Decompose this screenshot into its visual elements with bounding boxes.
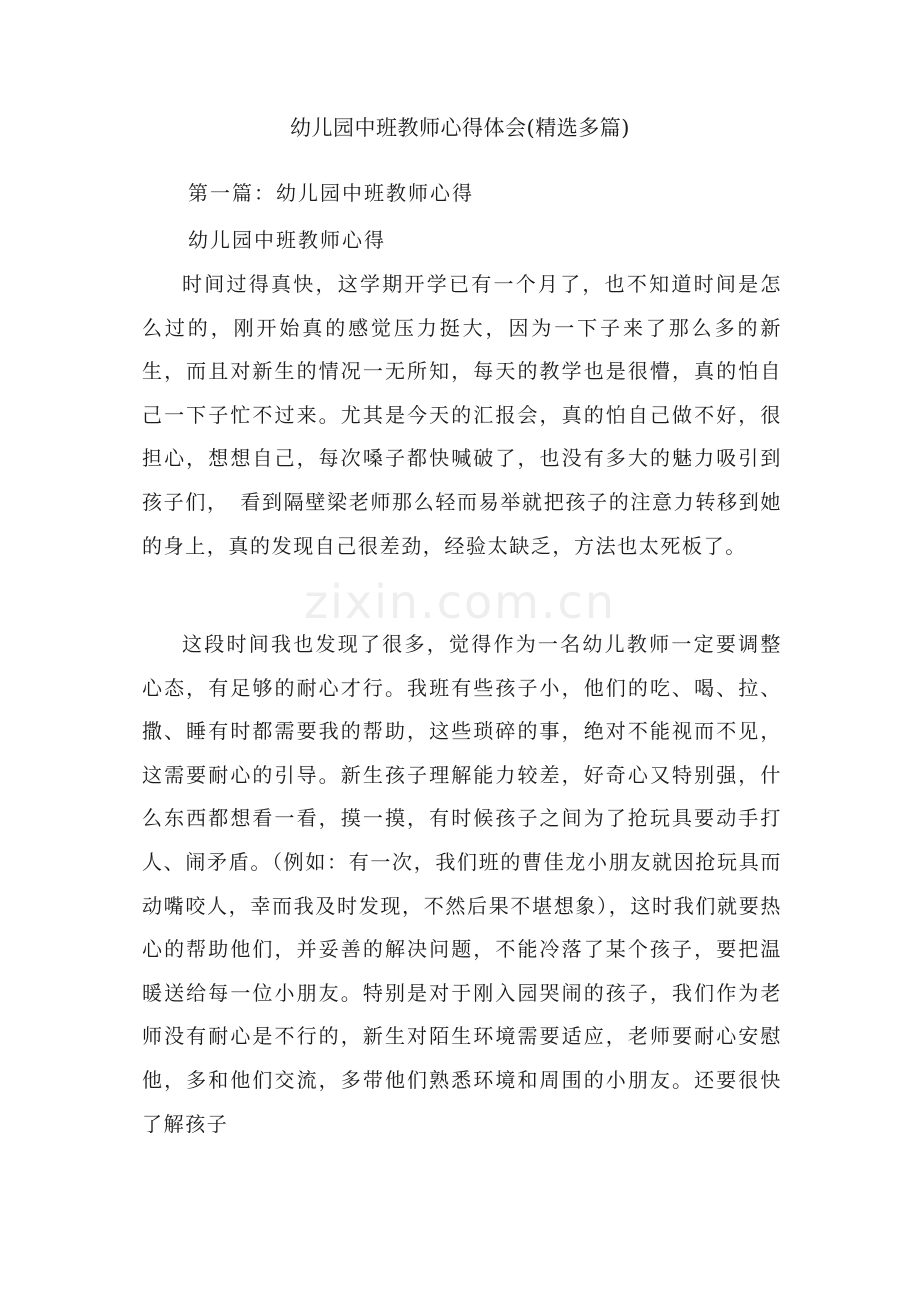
paragraph-text: 时间过得真快，这学期开学已有一个月了，也不知道时间是怎么过的，刚开始真的感觉压力挺大，因为一下子来了那么多的新生，而且对新生的情况一无所知，每天的教学也是很懵，真的怕自己一下子忙不过来。尤其是今天的汇报会，真的怕自己做不好，很担心，想想自己，每次嗓子都快喊破了，也没有多大的魅力吸引到孩子们， 看到隔壁梁老师那么轻而易举就把孩子的注意力转移到她的身上，真的发现自己很差劲，经验太缺乏，方法也太死板了。 [142, 272, 782, 558]
paragraph-2 [142, 623, 782, 1146]
paragraph-1 [142, 263, 782, 568]
watermark: zixin.com.cn [303, 575, 617, 629]
subheading: 幼儿园中班教师心得 [188, 228, 386, 252]
section-heading: 第一篇：幼儿园中班教师心得 [188, 181, 474, 205]
paragraph-text: 这段时间我也发现了很多，觉得作为一名幼儿教师一定要调整心态，有足够的耐心才行。我班有些孩子小，他们的吃、喝、拉、撒、睡有时都需要我的帮助，这些琐碎的事，绝对不能视而不见，这需要耐心的引导。新生孩子理解能力较差，好奇心又特别强，什么东西都想看一看，摸一摸，有时候孩子之间为了抢玩具要动手打人、闹矛盾。（例如：有一次，我们班的曹佳龙小朋友就因抢玩具而动嘴咬人，幸而我及时发现，不然后果不堪想象），这时我们就要热心的帮助他们，并妥善的解决问题，不能冷落了某个孩子，要把温暖送给每一位小朋友。特别是对于刚入园哭闹的孩子，我们作为老师没有耐心是不行的，新生对陌生环境需要适应，老师要耐心安慰他，多和他们交流，多带他们熟悉环境和周围的小朋友。还要很快了解孩子 [142, 632, 782, 1136]
document-title: 幼儿园中班教师心得体会(精选多篇) [290, 116, 630, 140]
